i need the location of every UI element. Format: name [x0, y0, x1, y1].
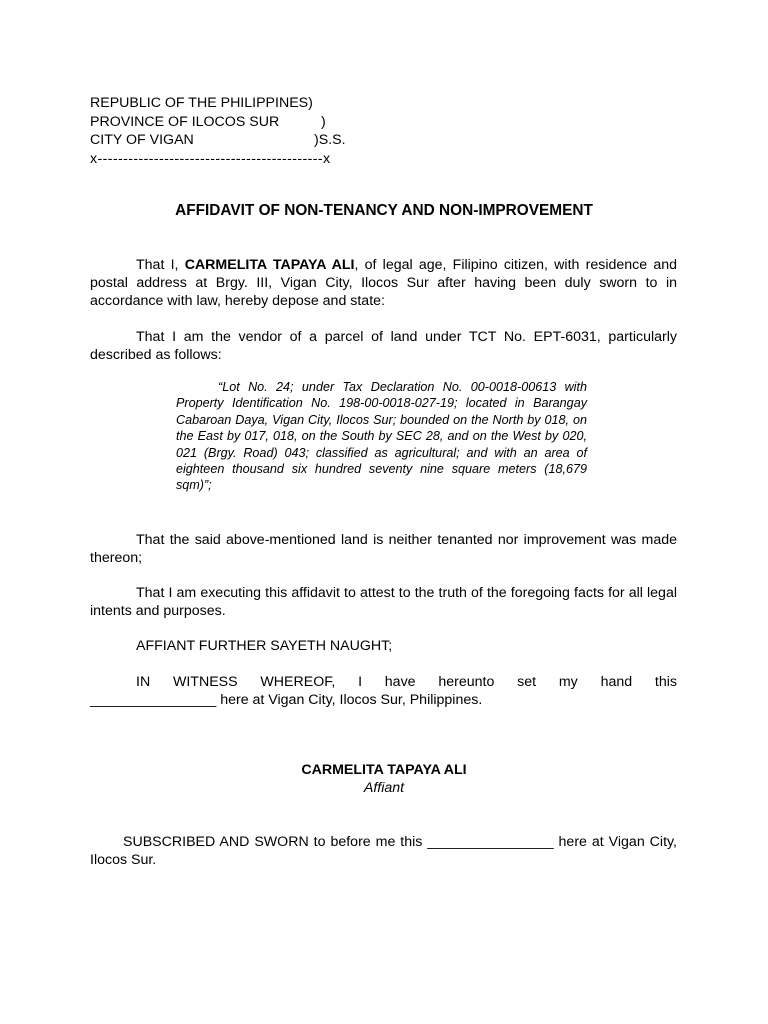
witness-word: WITNESS — [172, 674, 238, 690]
paragraph-purpose-text: That I am executing this affidavit to attest to the truth of the foregoing facts for all legal intents and purposes. — [90, 585, 677, 619]
paragraph-purpose — [90, 584, 677, 620]
venue-republic: REPUBLIC OF THE PHILIPPINES) — [90, 95, 313, 111]
land-description-text: “Lot No. 24; under Tax Declaration No. 00-0018-00613 with Property Identification No. 198-00-0018-027-19; located in Barangay Cabaroan Daya, Vigan City, Ilocos Sur; bounded on the North by 018, on the East by 017, 018, on the South by SEC 28, and on the West by 020, 021 (Brgy. Road) 043; classified as agricultural; and with an area of eighteen thousand six hundred seventy nine square meters (18,679 sqm)”; — [176, 380, 587, 493]
witness-line-1 — [90, 673, 677, 691]
witness-word: this — [654, 674, 677, 690]
witness-word: hand — [600, 674, 633, 690]
paragraph-identity-prefix: That I, — [136, 257, 185, 273]
venue-province-text: PROVINCE OF ILOCOS SUR — [90, 113, 280, 130]
witness-word: my — [558, 674, 578, 690]
witness-clause — [90, 673, 677, 709]
venue-separator: x--------------------------------------------x — [90, 150, 331, 167]
paragraph-vendor — [90, 328, 677, 364]
affiant-name-inline: CARMELITA TAPAYA ALI — [184, 257, 355, 273]
venue-province — [90, 113, 390, 132]
venue-city-text: CITY OF VIGAN — [90, 132, 194, 148]
paragraph-vendor-text: That I am the vendor of a parcel of land under TCT No. EPT-6031, particularly described as follows: — [90, 329, 677, 363]
witness-word: WHEREOF, — [260, 674, 336, 690]
land-description-quote — [176, 379, 587, 494]
venue-block — [90, 94, 390, 168]
witness-word: hereunto — [438, 674, 495, 690]
witness-word: have — [384, 674, 416, 690]
witness-word: set — [517, 674, 537, 690]
witness-word: I — [358, 674, 363, 690]
venue-city-ss: )S.S. — [314, 132, 346, 148]
affiant-signature-name: CARMELITA TAPAYA ALI — [301, 762, 467, 778]
paragraph-naught-text: AFFIANT FURTHER SAYETH NAUGHT; — [136, 638, 393, 654]
affiant-role: Affiant — [363, 780, 405, 796]
paragraph-subscribed-text: SUBSCRIBED AND SWORN to before me this ________________ here at Vigan City, Ilocos Sur. — [90, 834, 677, 868]
paragraph-naught — [90, 637, 677, 655]
paragraph-non-tenancy-text: That the said above-mentioned land is neither tenanted nor improvement was made thereon; — [90, 532, 677, 566]
paragraph-identity — [90, 256, 677, 310]
venue-province-paren: ) — [321, 113, 326, 130]
signature-block — [0, 761, 768, 797]
paragraph-subscribed — [90, 833, 677, 869]
witness-word: IN — [136, 674, 151, 690]
paragraph-non-tenancy — [90, 531, 677, 567]
document-title: AFFIDAVIT OF NON-TENANCY AND NON-IMPROVEMENT — [175, 202, 593, 219]
paragraph-identity-rest: , of legal age, Filipino citizen, with residence and postal address at Brgy. III, Vigan City, Ilocos Sur after having been duly sworn to in accordance with law, hereby depose and state: — [90, 257, 678, 309]
witness-line-2: ________________ here at Vigan City, Ilocos Sur, Philippines. — [90, 692, 483, 708]
venue-city — [90, 131, 390, 150]
